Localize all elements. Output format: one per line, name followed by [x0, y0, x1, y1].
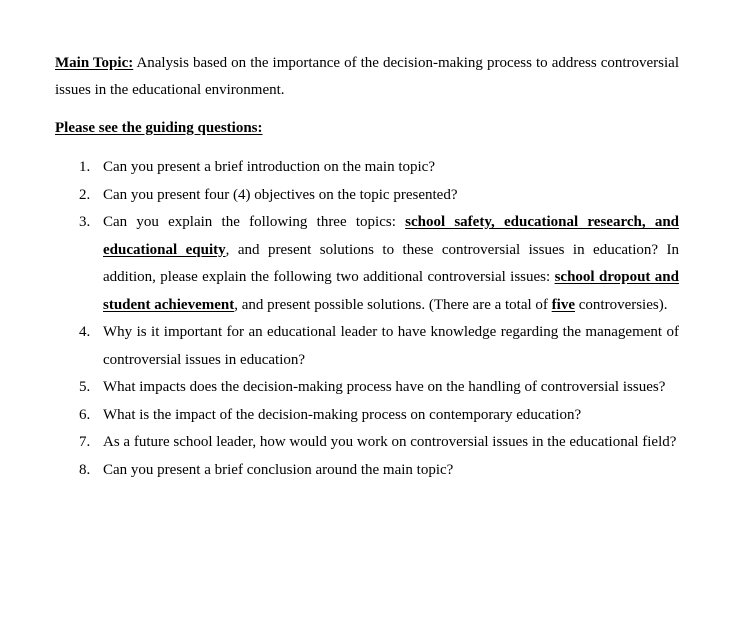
- question-text: Why is it important for an educational leader to have knowledge regarding the management of controversial issues in education?: [103, 324, 679, 368]
- question-text-part: controversies).: [575, 296, 668, 313]
- question-number: 5.: [79, 379, 91, 395]
- question-item: [55, 429, 679, 457]
- main-topic-paragraph: [55, 50, 679, 104]
- question-item: [55, 182, 679, 210]
- question-emphasis: school dropout and student achievement: [103, 269, 679, 313]
- question-item: [55, 319, 679, 374]
- guiding-questions-heading: Please see the guiding questions:: [55, 120, 263, 136]
- question-text: Can you present a brief introduction on the main topic?: [103, 159, 435, 175]
- question-number: 7.: [79, 434, 91, 450]
- question-item: [55, 209, 679, 319]
- question-text: Can you present four (4) objectives on the topic presented?: [103, 186, 458, 203]
- question-number: 6.: [79, 406, 91, 423]
- question-text: As a future school leader, how would you work on controversial issues in the educational field?: [103, 434, 677, 450]
- main-topic-text: Analysis based on the importance of the decision-making process to address controversial issues in the educational environment.: [55, 55, 680, 98]
- question-number: 1.: [79, 159, 91, 175]
- question-number: 2.: [79, 186, 91, 203]
- question-item: [55, 402, 679, 430]
- main-topic-label: Main Topic:: [55, 55, 134, 71]
- question-text-part: Can you explain the following three topics:: [103, 214, 406, 230]
- question-emphasis: five: [551, 296, 575, 313]
- question-item: [55, 374, 679, 402]
- question-item: [55, 154, 679, 182]
- question-text-part: , and present possible solutions. (There are a total of: [234, 296, 552, 313]
- question-text: What is the impact of the decision-making process on contemporary education?: [103, 406, 582, 423]
- question-number: 8.: [79, 461, 91, 478]
- question-number: 3.: [79, 214, 91, 230]
- question-text: What impacts does the decision-making process have on the handling of controversial issues?: [103, 379, 666, 395]
- question-text-part: , and present solutions to these controversial issues in education? In addition, please explain the following two additional controversial issues:: [103, 241, 679, 285]
- guiding-questions-list: [55, 154, 679, 484]
- question-item: [55, 457, 679, 485]
- question-emphasis: school safety, educational research, and educational equity: [103, 214, 679, 258]
- question-number: 4.: [79, 324, 91, 340]
- question-text: Can you present a brief conclusion around the main topic?: [103, 461, 454, 478]
